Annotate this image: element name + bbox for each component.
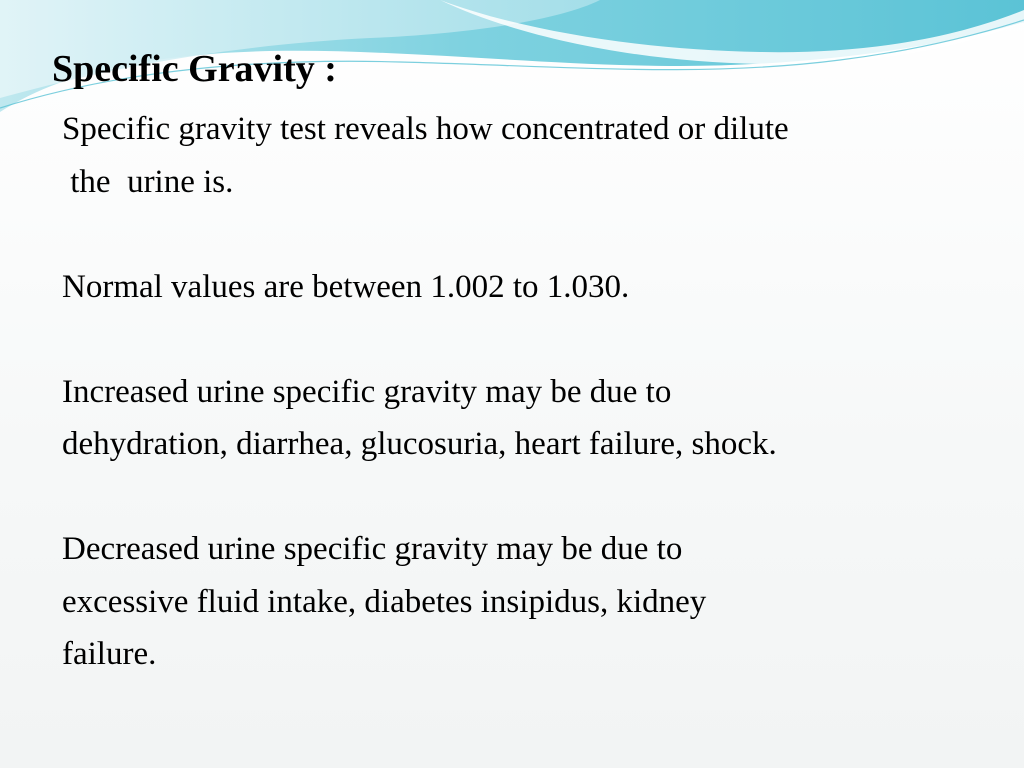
slide-body [62,103,982,681]
text-line: dehydration, diarrhea, glucosuria, heart failure, shock. [62,426,777,462]
text-line: Decreased urine specific gravity may be due to [62,531,683,567]
text-line: failure. [62,636,157,672]
text-line: Normal values are between 1.002 to 1.030. [62,268,630,305]
paragraph-decreased [62,523,982,681]
text-line: the urine is. [62,163,234,200]
paragraph-increased [62,366,982,471]
paragraph-normal-values [62,261,982,314]
text-line: Increased urine specific gravity may be due to [62,373,672,410]
paragraph-definition [62,103,982,208]
text-line: excessive fluid intake, diabetes insipidus, kidney [62,583,707,620]
text-line: Specific gravity test reveals how concentrated or dilute [62,111,789,147]
slide-title: Specific Gravity : [52,48,337,90]
